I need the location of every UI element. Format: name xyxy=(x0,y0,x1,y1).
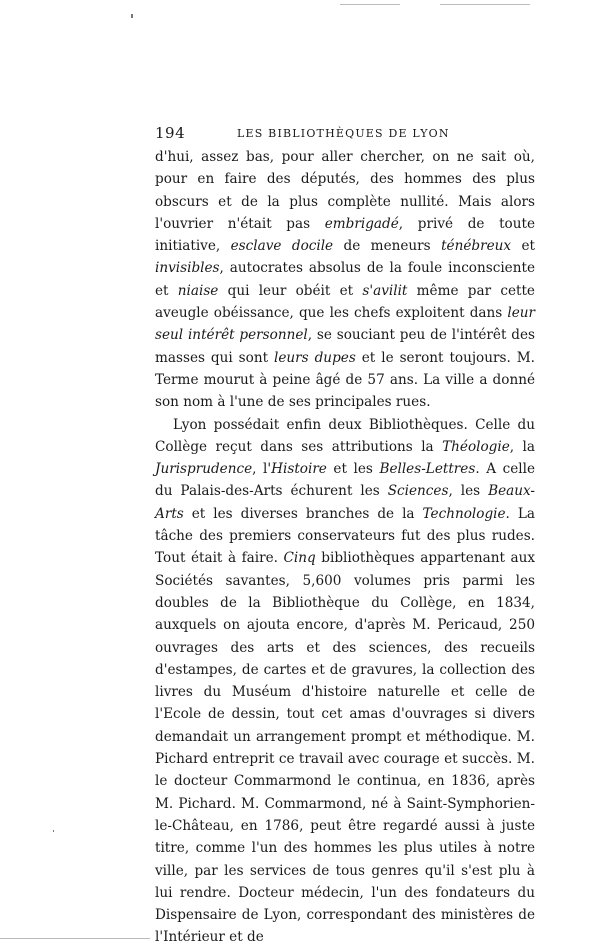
scan-edge-mark xyxy=(0,938,150,939)
scan-edge-mark xyxy=(340,4,400,5)
paragraph-1 xyxy=(155,146,535,414)
text-run: même par cette aveugle obéissance, que les chefs exploitent dans xyxy=(155,282,535,322)
text-run: d'hui, assez bas, pour aller chercher, on ne sait où, pour en faire des députés, des hommes des plus obscurs et de la plus complète nullité. Mais alors l'ouvrier n'était pas xyxy=(155,149,535,232)
italic-run: Cinq xyxy=(283,550,316,567)
italic-run: Théologie xyxy=(442,438,510,455)
text-run: , les xyxy=(448,483,489,500)
running-title: LES BIBLIOTHÈQUES DE LYON xyxy=(237,127,450,140)
text-run: . A celle du Palais-des-Arts échurent les xyxy=(155,461,536,500)
italic-run: embrigadé xyxy=(324,215,399,232)
italic-run: Belles-Lettres xyxy=(379,461,476,478)
scan-speck xyxy=(131,14,133,18)
italic-run: leur seul intérêt personnel xyxy=(155,305,535,344)
italic-run: Technologie xyxy=(422,505,506,522)
italic-run: Histoire xyxy=(271,461,327,478)
text-run: qui leur obéit et xyxy=(218,282,363,299)
scan-speck xyxy=(53,830,54,832)
italic-run: esclave docile xyxy=(230,238,334,255)
text-run: . La tâche des premiers conservateurs fut des plus rudes. Tout était à faire. xyxy=(155,505,535,567)
italic-run: Beaux-Arts xyxy=(155,483,535,522)
text-run: et le seront toujours. M. Terme mourut à peine âgé de 57 ans. La ville a donné son nom à l'une de ses principales rues. xyxy=(155,349,535,411)
italic-run: invisibles xyxy=(155,260,220,277)
page-number: 194 xyxy=(155,124,186,142)
italic-run: s'avilit xyxy=(362,282,408,299)
italic-run: leurs dupes xyxy=(274,349,356,366)
text-run: et les xyxy=(326,461,380,478)
running-head xyxy=(155,122,535,146)
text-run: Lyon possédait enfin deux Bibliothèques. Celle du Collège reçut dans ses attributions la xyxy=(155,416,535,455)
text-run: , privé de toute initiative, xyxy=(155,215,535,255)
text-run: , la xyxy=(509,438,535,455)
body-text xyxy=(155,146,535,949)
text-run: et xyxy=(511,238,535,255)
italic-run: ténébreux xyxy=(441,238,512,255)
text-run: , se souciant peu de l'intérêt des masses qui sont xyxy=(155,327,535,366)
text-run: , autocrates absolus de la foule inconsciente et xyxy=(155,260,535,299)
scan-edge-mark xyxy=(440,4,530,5)
text-run: , l' xyxy=(252,461,272,478)
paragraph-2 xyxy=(155,414,535,949)
italic-run: niaise xyxy=(177,282,219,299)
text-run: et les diverses branches de la xyxy=(183,505,423,522)
text-run: de meneurs xyxy=(333,238,442,255)
italic-run: Jurisprudence xyxy=(155,461,253,478)
italic-run: Sciences xyxy=(387,483,449,500)
text-run: bibliothèques appartenant aux Sociétés savantes, 5,600 volumes pris parmi les doubles de la Bibliothèque du Collège, en 1834, auxquels on ajouta encore, d'après M. Pericaud, 250 ouvrages des arts et des sciences, des recueils d'estampes, de cartes et de gravures, la collection des livres du Muséum d'histoire naturelle et celle de l'Ecole de dessin, tout cet amas d'ouvrages si divers demandait un arrangement prompt et méthodique. M. Pichard entreprit ce travail avec courage et succès. M. le docteur Commarmond le continua, en 1836, après M. Pichard. M. Commarmond, né à Saint-Symphorien-le-Château, en 1786, peut être regardé aussi à juste titre, comme l'un des hommes les plus utiles à notre ville, par les services de tous genres qu'il s'est plu à lui rendre. Docteur médecin, l'un des fondateurs du Dispensaire de Lyon, correspondant des ministères de l'Intérieur et de xyxy=(155,550,535,946)
